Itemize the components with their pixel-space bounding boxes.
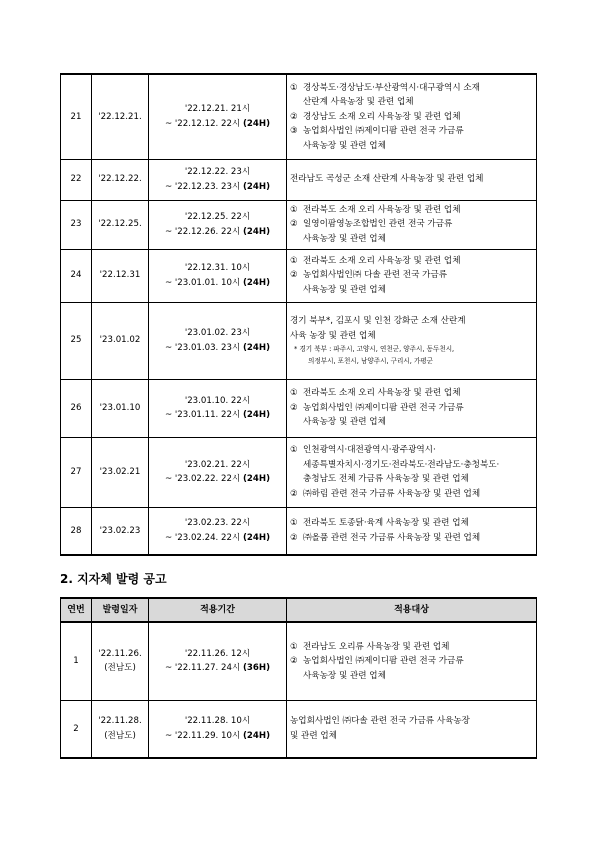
target-item	[290, 268, 534, 283]
issue-date	[92, 622, 149, 700]
target-item	[290, 640, 534, 655]
target-cell	[287, 379, 537, 437]
apply-period	[149, 379, 287, 437]
target-cell	[287, 622, 537, 700]
table-header-row	[61, 598, 537, 622]
item-marker: ①	[290, 445, 298, 455]
target-line: 산란계 사육농장 및 관련 업체	[303, 97, 414, 107]
period-start: '22.12.21. 21시	[184, 104, 251, 115]
target-line: 농업회사법인 ㈜다솔 관련 전국 가금류 사육농장	[290, 716, 470, 727]
row-number: 28	[61, 507, 92, 555]
period-end: ~ '23.02.24. 22시	[164, 532, 241, 543]
target-line: 충청남도 전체 가금류 사육농장 및 관련 업체	[303, 474, 469, 484]
item-marker: ①	[290, 255, 298, 266]
target-cell	[287, 74, 537, 159]
target-line: 전라남도 곡성군 소재 산란계 사육농장 및 관련 업체	[290, 174, 484, 185]
issue-date: '23.01.02	[92, 302, 149, 379]
period-end: ~ '23.02.22. 22시	[164, 474, 241, 484]
period-start: '22.12.31. 10시	[184, 263, 251, 273]
table-row	[61, 700, 537, 758]
target-line: 경기 북부*, 김포시 및 인천 강화군 소재 산란계	[290, 316, 466, 326]
issue-date: '22.12.22.	[92, 159, 149, 200]
item-marker: ①	[290, 82, 298, 93]
issuing-region: (전남도)	[104, 663, 136, 674]
target-cell	[287, 159, 537, 200]
column-header-target: 적용대상	[287, 598, 537, 622]
issue-date-value: '22.11.26.	[98, 648, 142, 659]
period-duration: (24H)	[242, 410, 270, 420]
period-duration: (24H)	[242, 532, 270, 543]
table-row	[61, 507, 537, 555]
row-number: 1	[61, 622, 92, 700]
order-table-local	[60, 597, 537, 759]
issue-date: '23.02.23	[92, 507, 149, 555]
apply-period	[149, 200, 287, 249]
target-item	[290, 531, 534, 546]
target-item	[290, 110, 534, 125]
footnote-line: 의정부시, 포천시, 남양주시, 구리시, 가평군	[308, 357, 434, 365]
period-start: '23.01.10. 22시	[184, 395, 251, 406]
period-duration: (24H)	[242, 474, 270, 484]
issue-date: '23.02.21	[92, 437, 149, 507]
target-item	[290, 124, 534, 139]
target-line: 농업회사법인 ㈜제이디팜 관련 전국 가금류	[303, 402, 464, 413]
target-cell	[287, 302, 537, 379]
target-cell	[287, 437, 537, 507]
period-duration: (24H)	[242, 277, 270, 288]
target-line: 사육농장 및 관련 업체	[303, 670, 386, 681]
item-marker: ①	[290, 641, 298, 652]
table-row	[61, 622, 537, 700]
target-item	[290, 386, 534, 401]
table-row	[61, 379, 537, 437]
target-item	[290, 654, 534, 669]
target-line: 사육농장 및 관련 업체	[303, 140, 386, 151]
period-start: '23.01.02. 23시	[184, 328, 251, 338]
target-line: 전라남도 오리류 사육농장 및 관련 업체	[303, 641, 450, 652]
target-line: 전라북도 소재 오리 사육농장 및 관련 업체	[303, 388, 461, 399]
target-item	[290, 217, 534, 232]
period-duration: (24H)	[242, 118, 270, 129]
target-line: 및 관련 업체	[290, 730, 337, 741]
issue-date: '23.01.10	[92, 379, 149, 437]
issue-date: '22.12.21.	[92, 74, 149, 159]
target-item	[290, 401, 534, 416]
target-cell	[287, 200, 537, 249]
item-marker: ②	[290, 532, 298, 543]
item-marker: ②	[290, 270, 298, 281]
period-start: '22.12.22. 23시	[184, 167, 251, 177]
apply-period	[149, 622, 287, 700]
row-number: 22	[61, 159, 92, 200]
target-line: 경상남도 소재 오리 사육농장 및 관련 업체	[303, 111, 461, 122]
target-item	[290, 81, 534, 96]
target-line: 사육농장 및 관련 업체	[303, 233, 386, 244]
apply-period	[149, 249, 287, 302]
target-line: 사육농장 및 관련 업체	[303, 284, 386, 295]
target-line: 전라북도 소재 오리 사육농장 및 관련 업체	[303, 204, 461, 215]
row-number: 23	[61, 200, 92, 249]
period-duration: (24H)	[242, 730, 270, 741]
table-row	[61, 200, 537, 249]
target-line: 농업회사법인 ㈜제이디팜 관련 전국 가금류	[303, 126, 464, 136]
target-item	[290, 203, 534, 218]
row-number: 21	[61, 74, 92, 159]
period-duration: (36H)	[242, 663, 270, 674]
target-item	[290, 254, 534, 269]
issue-date: '22.12.31	[92, 249, 149, 302]
period-duration: (24H)	[242, 181, 270, 192]
target-line: ㈜하림 관련 전국 가금류 사육농장 및 관련 업체	[303, 488, 481, 499]
item-marker: ②	[290, 219, 298, 230]
row-number: 2	[61, 700, 92, 758]
table-row	[61, 249, 537, 302]
item-marker: ②	[290, 656, 298, 666]
target-line: 전라북도 토종닭·육계 사육농장 및 관련 업체	[303, 518, 469, 529]
table-row	[61, 437, 537, 507]
period-end: ~ '22.11.29. 10시	[164, 730, 241, 741]
target-item	[290, 516, 534, 531]
row-number: 24	[61, 249, 92, 302]
period-start: '22.12.25. 22시	[184, 212, 251, 222]
issue-date	[92, 700, 149, 758]
row-number: 26	[61, 379, 92, 437]
apply-period	[149, 302, 287, 379]
target-cell	[287, 700, 537, 758]
target-item	[290, 487, 534, 502]
apply-period	[149, 507, 287, 555]
period-start: '23.02.21. 22시	[184, 459, 251, 470]
item-marker: ①	[290, 388, 298, 399]
period-start: '22.11.28. 10시	[184, 716, 251, 727]
period-end: ~ '22.12.12. 22시	[164, 118, 241, 129]
column-header-period: 적용기간	[149, 598, 287, 622]
table-row	[61, 302, 537, 379]
period-end: ~ '23.01.03. 23시	[164, 342, 241, 353]
period-duration: (24H)	[242, 342, 270, 353]
item-marker: ③	[290, 126, 298, 136]
period-end: ~ '22.11.27. 24시	[164, 663, 241, 674]
target-line: 농업회사법인㈜ 다솔 관련 전국 가금류	[303, 270, 448, 281]
row-number: 25	[61, 302, 92, 379]
item-marker: ②	[290, 402, 298, 413]
row-number: 27	[61, 437, 92, 507]
item-marker: ②	[290, 111, 298, 122]
target-line: 사육 농장 및 관련 업체	[290, 330, 376, 341]
apply-period	[149, 159, 287, 200]
target-line: 농업회사법인 ㈜제이디팜 관련 전국 가금류	[303, 656, 464, 666]
target-line: 일영이팜영농조합법인 관련 전국 가금류	[303, 219, 453, 230]
period-start: '23.02.23. 22시	[184, 518, 251, 529]
target-line: 세종특별자치시·경기도·전라북도·전라남도·충청북도·	[303, 459, 500, 470]
target-line: 경상북도·경상남도·부산광역시·대구광역시 소재	[303, 82, 480, 93]
target-item	[290, 443, 534, 458]
period-end: ~ '22.12.26. 22시	[164, 226, 241, 237]
item-marker: ②	[290, 488, 298, 499]
column-header-no: 연번	[61, 598, 92, 622]
apply-period	[149, 437, 287, 507]
table-row	[61, 159, 537, 200]
issue-date: '22.12.25.	[92, 200, 149, 249]
target-line: ㈜올품 관련 전국 가금류 사육농장 및 관련 업체	[303, 532, 481, 543]
target-line: 인천광역시·대전광역시·광주광역시·	[303, 445, 436, 455]
period-end: ~ '23.01.11. 22시	[164, 410, 241, 420]
target-cell	[287, 507, 537, 555]
column-header-date: 발령일자	[92, 598, 149, 622]
period-duration: (24H)	[242, 226, 270, 237]
target-line: 전라북도 소재 오리 사육농장 및 관련 업체	[303, 255, 461, 266]
issuing-region: (전남도)	[104, 730, 136, 741]
item-marker: ①	[290, 204, 298, 215]
period-start: '22.11.26. 12시	[184, 648, 251, 659]
apply-period	[149, 74, 287, 159]
target-cell	[287, 249, 537, 302]
order-table-national	[60, 73, 537, 556]
table-row	[61, 74, 537, 159]
apply-period	[149, 700, 287, 758]
issue-date-value: '22.11.28.	[98, 716, 142, 727]
footnote-line: * 경기 북부 : 파주시, 고양시, 연천군, 양주시, 동두천시,	[294, 345, 455, 353]
period-end: ~ '22.12.23. 23시	[164, 181, 241, 192]
item-marker: ①	[290, 518, 298, 529]
target-line: 사육농장 및 관련 업체	[303, 417, 386, 428]
section-heading: 2. 지자체 발령 공고	[60, 572, 167, 586]
period-end: ~ '23.01.01. 10시	[164, 277, 241, 288]
